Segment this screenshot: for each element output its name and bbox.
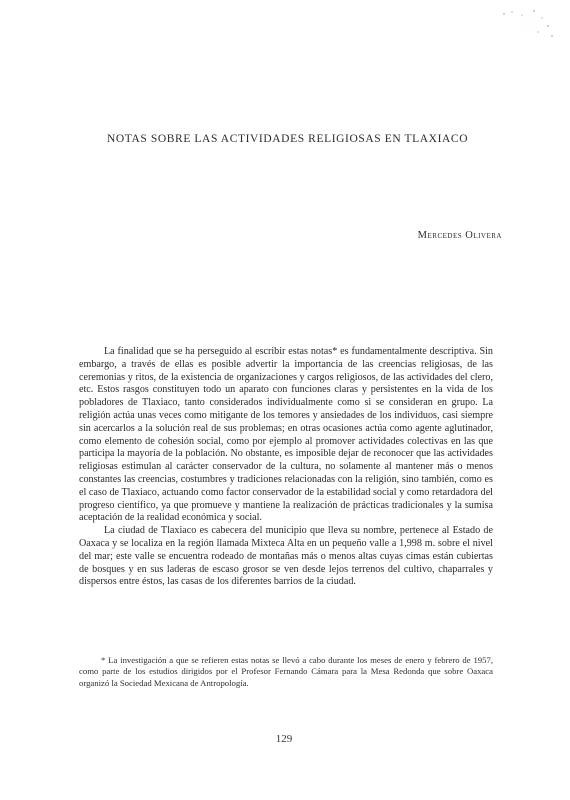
page-number: 129 <box>275 733 293 745</box>
scan-specks <box>498 6 558 46</box>
body-paragraph: La ciudad de Tlaxiaco es cabecera del municipio que lleva su nombre, pertenece al Estado de Oaxaca y se localiza en la región llamada Mixteca Alta en un pequeño valle a 1,998 m. sobre el nivel del mar; este valle se encuentra rodeado de montañas más o menos altas cuyas cimas están cubiertas de bosques y en sus laderas de escaso grosor se ven desde lejos terrenos del cultivo, chaparrales y dispersos entre éstos, las casas de los diferentes barrios de la ciudad. <box>79 525 493 588</box>
footnote <box>79 655 493 689</box>
author-name: Mercedes Olivera <box>417 230 502 241</box>
body-paragraph: La finalidad que se ha perseguido al escribir estas notas* es fundamentalmente descriptiva. Sin embargo, a través de ellas es posible advertir la importancia de las creencias religiosas, de las ceremonias y ritos, de la existencia de organizaciones y cargos religiosos, de las actividades del clero, etc. Estos rasgos constituyen todo un aparato con funciones claras y persistentes en la vida de los pobladores de Tlaxiaco, tanto considerados individualmente como si se consideran en grupo. La religión actúa unas veces como mitigante de los temores y ansiedades de los individuos, casi siempre sin acercarlos a la solución real de sus problemas; en otras ocasiones actúa como agente aglutinador, como elemento de cohesión social, como por ejemplo al promover actividades colectivas en las que participa la mayoría de la población. No obstante, es imposible dejar de reconocer que las actividades religiosas estimulan al carácter conservador de la cultura, no solamente al mantener más o menos constantes las creencias, costumbres y tradiciones relacionadas con la religión, sino también, como es el caso de Tlaxiaco, actuando como factor conservador de la estabilidad social y como retardadora del progreso científico, ya que promueve y mantiene la realización de prácticas tradicionales y la sumisa aceptación de la realidad económica y social. <box>79 346 493 524</box>
footnote-text: * La investigación a que se refieren estas notas se llevó a cabo durante los meses de enero y febrero de 1957, como parte de los estudios dirigidos por el Profesor Fernando Cámara para la Mesa Redonda que sobre Oaxaca organizó la Sociedad Mexicana de Antropología. <box>79 655 493 688</box>
article-body <box>79 346 493 589</box>
article-title: NOTAS SOBRE LAS ACTIVIDADES RELIGIOSAS EN TLAXIACO <box>107 133 469 145</box>
